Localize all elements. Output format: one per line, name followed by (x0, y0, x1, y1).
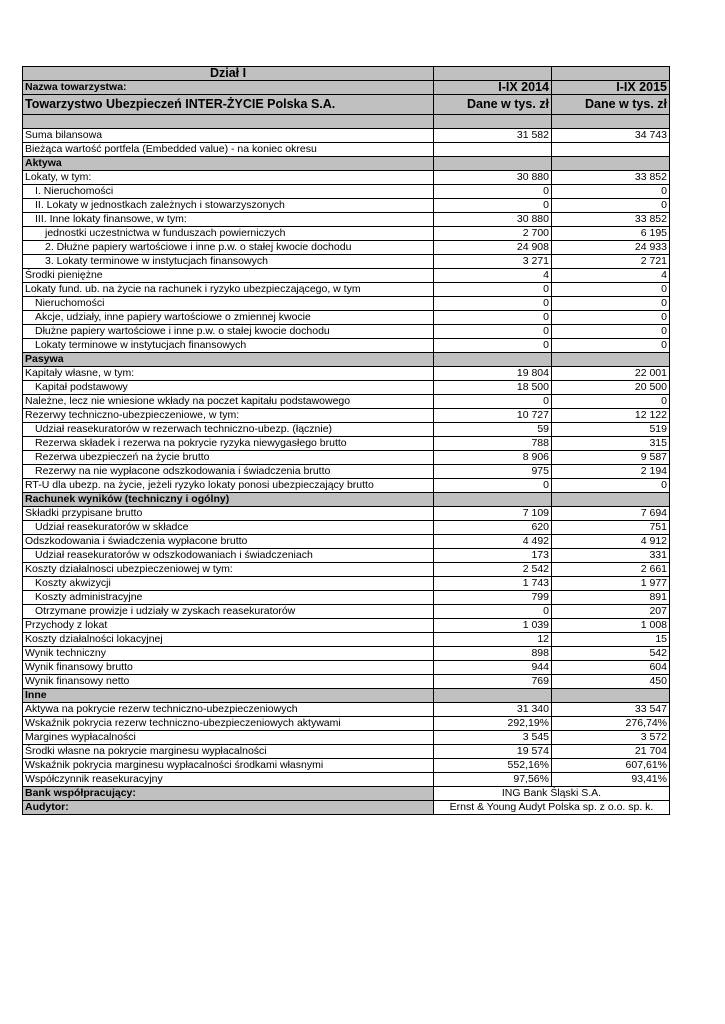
table-row (23, 381, 670, 395)
table-row (23, 311, 670, 325)
table-row (23, 283, 670, 297)
bank-value: ING Bank Śląski S.A. (434, 787, 670, 801)
value-2015 (552, 493, 670, 507)
value-2015: 20 500 (552, 381, 670, 395)
table-row (23, 255, 670, 269)
table-row (23, 325, 670, 339)
value-2014: 19 804 (434, 367, 552, 381)
row-label: Składki przypisane brutto (23, 507, 434, 521)
value-2015 (552, 689, 670, 703)
value-2014 (434, 689, 552, 703)
value-2014: 12 (434, 633, 552, 647)
value-2014: 898 (434, 647, 552, 661)
table-row (23, 227, 670, 241)
value-2015 (552, 143, 670, 157)
value-2014: 173 (434, 549, 552, 563)
value-2014: 3 545 (434, 731, 552, 745)
value-2015: 21 704 (552, 745, 670, 759)
value-2015: 15 (552, 633, 670, 647)
value-2014: 7 109 (434, 507, 552, 521)
period-2014: I-IX 2014 (434, 81, 552, 95)
value-2014: 30 880 (434, 171, 552, 185)
value-2015: 33 852 (552, 213, 670, 227)
value-2014: 19 574 (434, 745, 552, 759)
table-row (23, 479, 670, 493)
section-title-row (23, 67, 670, 81)
value-2015: 450 (552, 675, 670, 689)
table-row (23, 339, 670, 353)
value-2015: 542 (552, 647, 670, 661)
table-row (23, 129, 670, 143)
value-2015: 34 743 (552, 129, 670, 143)
spacer-cell (23, 115, 434, 129)
value-2015: 607,61% (552, 759, 670, 773)
row-label: Wynik techniczny (23, 647, 434, 661)
value-2014: 0 (434, 605, 552, 619)
value-2015: 751 (552, 521, 670, 535)
row-label: Odszkodowania i świadczenia wypłacone brutto (23, 535, 434, 549)
row-label: Lokaty, w tym: (23, 171, 434, 185)
company-name-row (23, 95, 670, 115)
section-header-row (23, 689, 670, 703)
table-row (23, 185, 670, 199)
value-2014 (434, 143, 552, 157)
table-row (23, 745, 670, 759)
value-2015 (552, 157, 670, 171)
table-row (23, 521, 670, 535)
value-2015: 331 (552, 549, 670, 563)
row-label: Udział reasekuratorów w rezerwach techniczno-ubezp. (łącznie) (23, 423, 434, 437)
row-label: jednostki uczestnictwa w funduszach powierniczych (23, 227, 434, 241)
row-label: 2. Dłużne papiery wartościowe i inne p.w. o stałej kwocie dochodu (23, 241, 434, 255)
value-2014: 10 727 (434, 409, 552, 423)
row-label: Kapitał podstawowy (23, 381, 434, 395)
value-2014: 0 (434, 199, 552, 213)
table-row (23, 437, 670, 451)
row-label: Margines wypłacalności (23, 731, 434, 745)
value-2014: 8 906 (434, 451, 552, 465)
header-blank-2 (552, 67, 670, 81)
table-row (23, 213, 670, 227)
row-label: Wskaźnik pokrycia marginesu wypłacalności środkami własnymi (23, 759, 434, 773)
value-2014: 620 (434, 521, 552, 535)
row-label: Środki własne na pokrycie marginesu wypłacalności (23, 745, 434, 759)
value-2015: 9 587 (552, 451, 670, 465)
row-label: Rezerwa ubezpieczeń na życie brutto (23, 451, 434, 465)
section-header-row (23, 157, 670, 171)
row-label: Suma bilansowa (23, 129, 434, 143)
value-2014: 2 700 (434, 227, 552, 241)
table-row (23, 619, 670, 633)
section-header-row (23, 493, 670, 507)
row-label: Wynik finansowy brutto (23, 661, 434, 675)
value-2014 (434, 353, 552, 367)
table-row (23, 395, 670, 409)
value-2015: 7 694 (552, 507, 670, 521)
section-header-row (23, 353, 670, 367)
row-label: Wskaźnik pokrycia rezerw techniczno-ubezpieczeniowych aktywami (23, 717, 434, 731)
value-2014: 788 (434, 437, 552, 451)
period-2015: I-IX 2015 (552, 81, 670, 95)
table-row (23, 297, 670, 311)
table-row (23, 605, 670, 619)
value-2015 (552, 353, 670, 367)
row-label: Udział reasekuratorów w składce (23, 521, 434, 535)
row-label: Dłużne papiery wartościowe i inne p.w. o stałej kwocie dochodu (23, 325, 434, 339)
table-row (23, 703, 670, 717)
row-label: Rezerwy techniczno-ubezpieczeniowe, w tym: (23, 409, 434, 423)
company-name: Towarzystwo Ubezpieczeń INTER-ŻYCIE Polska S.A. (23, 95, 434, 115)
table-row (23, 647, 670, 661)
value-2014 (434, 493, 552, 507)
value-2014: 0 (434, 339, 552, 353)
row-label: Udział reasekuratorów w odszkodowaniach i świadczeniach (23, 549, 434, 563)
value-2014: 31 340 (434, 703, 552, 717)
row-label: Przychody z lokat (23, 619, 434, 633)
value-2015: 0 (552, 325, 670, 339)
table-row (23, 199, 670, 213)
row-label: I. Nieruchomości (23, 185, 434, 199)
section-header: Aktywa (23, 157, 434, 171)
row-label: RT-U dla ubezp. na życie, jeżeli ryzyko lokaty ponosi ubezpieczający brutto (23, 479, 434, 493)
row-label: 3. Lokaty terminowe w instytucjach finansowych (23, 255, 434, 269)
value-2015: 0 (552, 297, 670, 311)
table-row (23, 409, 670, 423)
row-label: Koszty działalności lokacyjnej (23, 633, 434, 647)
table-row (23, 717, 670, 731)
table-row (23, 633, 670, 647)
table-row (23, 535, 670, 549)
auditor-label: Audytor: (23, 801, 434, 815)
value-2015: 0 (552, 395, 670, 409)
row-label: Środki pieniężne (23, 269, 434, 283)
unit-2015: Dane w tys. zł (552, 95, 670, 115)
section-header: Rachunek wyników (techniczny i ogólny) (23, 493, 434, 507)
value-2015: 0 (552, 479, 670, 493)
table-row (23, 367, 670, 381)
table-row (23, 143, 670, 157)
table-row (23, 675, 670, 689)
row-label: Lokaty fund. ub. na życie na rachunek i ryzyko ubezpieczającego, w tym (23, 283, 434, 297)
value-2014: 4 (434, 269, 552, 283)
value-2015: 0 (552, 283, 670, 297)
value-2014: 0 (434, 311, 552, 325)
row-label: Aktywa na pokrycie rezerw techniczno-ubezpieczeniowych (23, 703, 434, 717)
value-2014: 1 743 (434, 577, 552, 591)
auditor-value: Ernst & Young Audyt Polska sp. z o.o. sp. k. (434, 801, 670, 815)
value-2014: 31 582 (434, 129, 552, 143)
row-label: Bieżąca wartość portfela (Embedded value) - na koniec okresu (23, 143, 434, 157)
row-label: II. Lokaty w jednostkach zależnych i stowarzyszonych (23, 199, 434, 213)
value-2014: 2 542 (434, 563, 552, 577)
table-row (23, 423, 670, 437)
value-2015: 12 122 (552, 409, 670, 423)
value-2015: 0 (552, 339, 670, 353)
section-title: Dział I (23, 67, 434, 81)
table-row (23, 773, 670, 787)
spacer-cell (552, 115, 670, 129)
table-row (23, 451, 670, 465)
company-label: Nazwa towarzystwa: (23, 81, 434, 95)
value-2015: 0 (552, 199, 670, 213)
value-2014: 799 (434, 591, 552, 605)
value-2015: 1 977 (552, 577, 670, 591)
header-blank-1 (434, 67, 552, 81)
value-2015: 33 547 (552, 703, 670, 717)
value-2014: 552,16% (434, 759, 552, 773)
value-2015: 4 (552, 269, 670, 283)
value-2014: 292,19% (434, 717, 552, 731)
value-2014: 0 (434, 395, 552, 409)
table-row (23, 269, 670, 283)
unit-2014: Dane w tys. zł (434, 95, 552, 115)
value-2015: 0 (552, 311, 670, 325)
table-row (23, 465, 670, 479)
value-2014: 97,56% (434, 773, 552, 787)
table-row (23, 661, 670, 675)
bank-row (23, 787, 670, 801)
value-2015: 519 (552, 423, 670, 437)
value-2014: 0 (434, 185, 552, 199)
row-label: Koszty akwizycji (23, 577, 434, 591)
value-2015: 276,74% (552, 717, 670, 731)
value-2014: 0 (434, 479, 552, 493)
row-label: Należne, lecz nie wniesione wkłady na poczet kapitału podstawowego (23, 395, 434, 409)
value-2015: 2 661 (552, 563, 670, 577)
table-row (23, 759, 670, 773)
financial-data-sheet (22, 66, 670, 815)
row-label: Współczynnik reasekuracyjny (23, 773, 434, 787)
table-row (23, 563, 670, 577)
bank-label: Bank współpracujący: (23, 787, 434, 801)
value-2014: 975 (434, 465, 552, 479)
table-row (23, 507, 670, 521)
value-2015: 24 933 (552, 241, 670, 255)
table-row (23, 731, 670, 745)
value-2014: 0 (434, 297, 552, 311)
value-2015: 22 001 (552, 367, 670, 381)
value-2015: 315 (552, 437, 670, 451)
company-label-row (23, 81, 670, 95)
row-label: Nieruchomości (23, 297, 434, 311)
value-2014: 0 (434, 283, 552, 297)
value-2014: 24 908 (434, 241, 552, 255)
table-row (23, 241, 670, 255)
value-2014: 944 (434, 661, 552, 675)
value-2014: 3 271 (434, 255, 552, 269)
value-2015: 1 008 (552, 619, 670, 633)
value-2015: 891 (552, 591, 670, 605)
row-label: III. Inne lokaty finansowe, w tym: (23, 213, 434, 227)
value-2015: 604 (552, 661, 670, 675)
value-2015: 2 194 (552, 465, 670, 479)
table-row (23, 591, 670, 605)
section-header: Inne (23, 689, 434, 703)
row-label: Koszty administracyjne (23, 591, 434, 605)
value-2014: 4 492 (434, 535, 552, 549)
row-label: Wynik finansowy netto (23, 675, 434, 689)
value-2015: 207 (552, 605, 670, 619)
spacer-row (23, 115, 670, 129)
value-2014: 18 500 (434, 381, 552, 395)
row-label: Lokaty terminowe w instytucjach finansowych (23, 339, 434, 353)
auditor-row (23, 801, 670, 815)
value-2014 (434, 157, 552, 171)
value-2015: 0 (552, 185, 670, 199)
table-row (23, 549, 670, 563)
value-2015: 33 852 (552, 171, 670, 185)
value-2015: 93,41% (552, 773, 670, 787)
value-2015: 6 195 (552, 227, 670, 241)
value-2014: 30 880 (434, 213, 552, 227)
value-2015: 4 912 (552, 535, 670, 549)
value-2015: 3 572 (552, 731, 670, 745)
value-2015: 2 721 (552, 255, 670, 269)
row-label: Rezerwa składek i rezerwa na pokrycie ryzyka niewygasłego brutto (23, 437, 434, 451)
row-label: Kapitały własne, w tym: (23, 367, 434, 381)
row-label: Koszty działalnosci ubezpieczeniowej w tym: (23, 563, 434, 577)
value-2014: 1 039 (434, 619, 552, 633)
table-row (23, 577, 670, 591)
row-label: Otrzymane prowizje i udziały w zyskach reasekuratorów (23, 605, 434, 619)
spacer-cell (434, 115, 552, 129)
value-2014: 0 (434, 325, 552, 339)
row-label: Rezerwy na nie wypłacone odszkodowania i świadczenia brutto (23, 465, 434, 479)
value-2014: 769 (434, 675, 552, 689)
section-header: Pasywa (23, 353, 434, 367)
value-2014: 59 (434, 423, 552, 437)
row-label: Akcje, udziały, inne papiery wartościowe o zmiennej kwocie (23, 311, 434, 325)
table-row (23, 171, 670, 185)
